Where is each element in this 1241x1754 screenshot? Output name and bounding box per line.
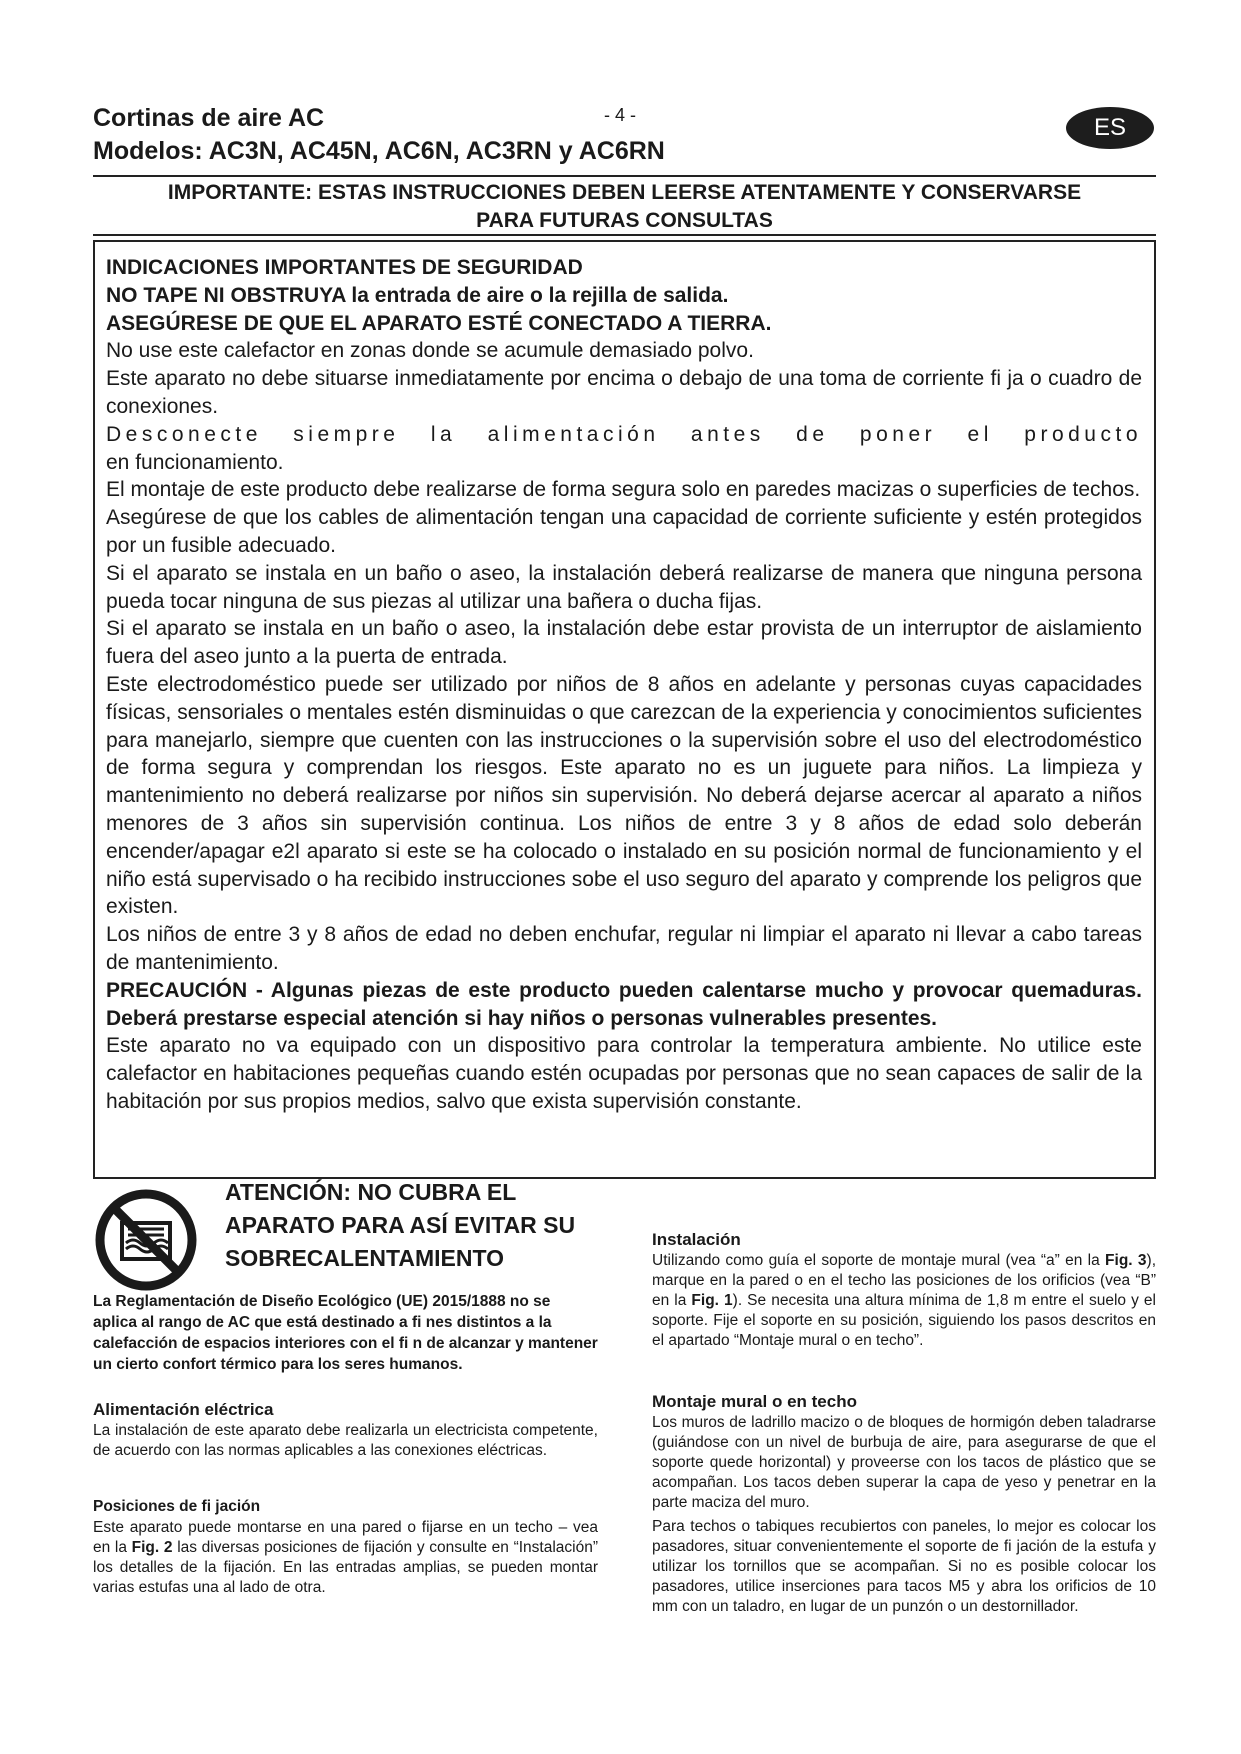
mount-heading: Montaje mural o en techo [652, 1392, 857, 1411]
safety-instructions-box [93, 240, 1156, 1179]
attention-line-3: SOBRECALENTAMIENTO [225, 1245, 504, 1271]
no-tape-warning [106, 282, 1142, 310]
attention-warning [225, 1176, 575, 1275]
attention-line-2: APARATO PARA ASÍ EVITAR SU [225, 1212, 576, 1238]
thermostat-warning: Este aparato no va equipado con un dispositivo para controlar la temperatura ambiente. No utilice este calefactor en habitaciones pequeñas cuando estén ocupadas por personas que no sean capaces de salir de la habitación por sus propios medios, salvo que exista supervisión constante. [106, 1034, 1142, 1113]
mount-section [652, 1391, 1156, 1617]
no-tape-bold: NO TAPE NI OBSTRUYA [106, 283, 346, 307]
install-text-c: ). Se necesita una altura mínima de 1,8 m entre el suelo y el soporte. Fije el soporte en su posición, siguiendo los pasos descritos en el apartado “Montaje mural o en techo”. [652, 1292, 1156, 1349]
children-warning-1: Este electrodoméstico puede ser utilizado por niños de 8 años en adelante y personas cuyas capacidades físicas, sensoriales o mentales estén disminuidas o que carezcan de la experiencia y conocimientos suficientes para manejarlo, siempre que cuenten con las instrucciones o la supervisión sobre el uso del electrodoméstico de forma segura y comprendan los riesgos. Este aparato no es un juguete para niños. La limpieza y mantenimiento no deberá realizarse por niños sin supervisión. No deberá dejarse acercar al aparato a niños menores de 3 años sin supervisión continua. Los niños de entre 3 y 8 años de edad solo deberán encender/apagar e2l aparato si este se ha colocado o instalado en su posición normal de funcionamiento y el niño está supervisado o ha recibido instrucciones sobe el uso seguro del aparato y comprende los peligros que existen. [106, 672, 1142, 919]
install-text-a: Utilizando como guía el soporte de montaje mural (vea “a” en la [652, 1252, 1106, 1269]
install-heading: Instalación [652, 1230, 741, 1249]
fixing-text-b: las diversas posiciones de fijación y consulte en “Instalación” los detalles de la fijación. En las entradas amplias, se pueden montar varias estufas una al lado de otra. [93, 1539, 598, 1596]
socket-warning: Este aparato no debe situarse inmediatamente por encima o debajo de una toma de corriente fi ja o cuadro de conexiones. [106, 367, 1142, 418]
fixing-heading: Posiciones de fi jación [93, 1498, 261, 1515]
power-heading: Alimentación eléctrica [93, 1400, 274, 1419]
no-tape-rest: la entrada de aire o la rejilla de salida. [345, 283, 729, 307]
page-number: - 4 - [604, 105, 637, 125]
fixing-text-a: Este aparato puede montarse en una pared o fijarse en un techo – vea en la [93, 1519, 598, 1556]
mounting-warning: El montaje de este producto debe realizarse de forma segura solo en paredes macizas o superficies de techos. [106, 478, 1141, 502]
mount-text-2: Para techos o tabiques recubiertos con paneles, lo mejor es colocar los pasadores, situar convenientemente el soporte de fi jación de la estufa y utilizar los tornillos que se acompañan. Si no es posible colocar los pasadores, utilice inserciones para tacos M5 y abra los orificios de 10 mm con un taladro, en lugar de un punzón o un destornillador. [652, 1518, 1156, 1615]
bathroom-warning-2: Si el aparato se instala en un baño o aseo, la instalación debe estar provista de un interruptor de aislamiento fuera del aseo junto a la puerta de entrada. [106, 617, 1142, 669]
power-section [93, 1399, 598, 1461]
header-rule-top [93, 175, 1156, 177]
bathroom-warning-1: Si el aparato se instala en un baño o aseo, la instalación deberá realizarse de manera que ninguna persona pueda tocar ninguna de sus piezas al utilizar una bañera o ducha fijas. [106, 561, 1142, 613]
install-fig1-ref: Fig. 1 [691, 1292, 733, 1309]
fixing-section [93, 1496, 598, 1598]
install-fig3-ref: Fig. 3 [1105, 1252, 1147, 1269]
ecodesign-note: La Reglamentación de Diseño Ecológico (UE) 2015/1888 no se aplica al rango de AC que está destinado a fi nes distintos a la calefacción de espacios interiores con el fi n de alcanzar y mantener un cierto confort térmico para los seres humanos. [93, 1293, 598, 1373]
grounded-warning: ASEGÚRESE DE QUE EL APARATO ESTÉ CONECTADO A TIERRA. [106, 311, 772, 335]
install-text-b: ), marque en la pared o en el techo las posiciones de los orificios (vea “B” en la [652, 1252, 1156, 1309]
fixing-fig-ref: Fig. 2 [131, 1539, 173, 1556]
important-line-2: PARA FUTURAS CONSULTAS [476, 209, 773, 232]
document-title: Cortinas de aire AC [93, 104, 325, 132]
dust-warning: No use este calefactor en zonas donde se acumule demasiado polvo. [106, 339, 754, 363]
do-not-cover-icon [93, 1187, 199, 1293]
safety-content [106, 254, 1142, 1116]
safety-heading: INDICACIONES IMPORTANTES DE SEGURIDAD [106, 256, 583, 279]
cables-warning: Asegúrese de que los cables de alimentación tengan una capacidad de corriente suficiente y estén protegidos por un fusible adecuado. [106, 506, 1142, 557]
important-line-1: IMPORTANTE: ESTAS INSTRUCCIONES DEBEN LEERSE ATENTAMENTE Y CONSERVARSE [167, 181, 1082, 204]
mount-text-1: Los muros de ladrillo macizo o de bloques de hormigón deben taladrarse (guiándose con un nivel de burbuja de aire, para asegurarse de que el soporte quede horizontal) y proveerse con los tacos de plástico que se acompañan. Los tacos deben superar la capa de yeso y penetrar en la parte maciza del muro. [652, 1414, 1156, 1511]
caution-warning: PRECAUCIÓN - Algunas piezas de este producto pueden calentarse mucho y provocar quemaduras. Deberá prestarse especial atención si hay niños o personas vulnerables presentes. [106, 978, 1142, 1030]
disconnect-warning-line2: en funcionamiento. [106, 450, 284, 474]
models-subtitle: Modelos: AC3N, AC45N, AC6N, AC3RN y AC6RN [93, 137, 665, 165]
install-text [652, 1251, 1156, 1351]
fixing-text [93, 1518, 598, 1598]
header-rule-bottom [93, 234, 1156, 236]
language-badge: ES [1066, 107, 1154, 149]
power-text: La instalación de este aparato debe realizarla un electricista competente, de acuerdo con las normas aplicables a las conexiones eléctricas. [93, 1422, 598, 1459]
install-section [652, 1229, 1156, 1351]
children-warning-2: Los niños de entre 3 y 8 años de edad no deben enchufar, regular ni limpiar el aparato ni llevar a cabo tareas de mantenimiento. [106, 923, 1142, 974]
attention-line-1: ATENCIÓN: NO CUBRA EL [225, 1179, 517, 1205]
important-notice [93, 179, 1156, 235]
disconnect-warning-line1: Desconecte siempre la alimentación antes de poner el producto [106, 422, 1142, 446]
